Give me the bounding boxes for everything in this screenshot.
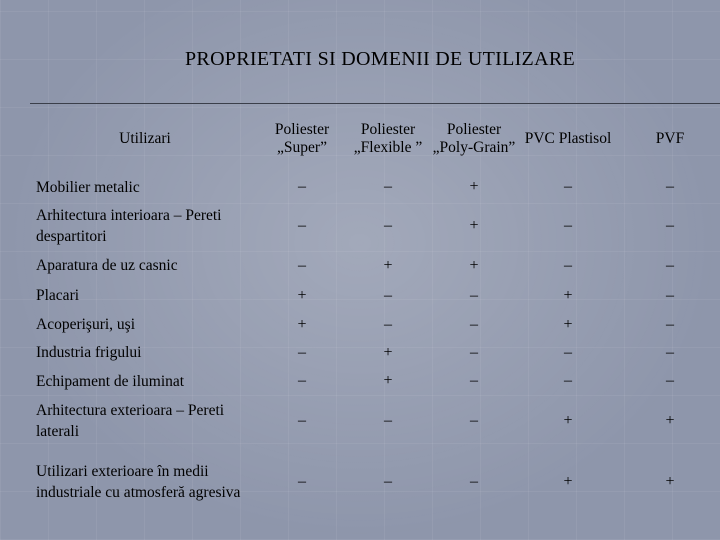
table-row <box>30 339 720 367</box>
header-poliester-flexible: Poliester „Flexible ” <box>344 104 432 174</box>
cell-mark: + <box>563 412 573 429</box>
table-row <box>30 281 720 311</box>
table-row <box>30 201 720 251</box>
row-label: Echipament de iluminat <box>36 372 185 390</box>
cell-mark: + <box>563 315 573 333</box>
cell-mark: – <box>666 372 674 389</box>
cell-mark: – <box>666 256 674 274</box>
cell-mark: – <box>298 256 306 274</box>
cell-mark: + <box>383 343 393 361</box>
cell-mark: – <box>298 372 306 389</box>
cell-mark: – <box>564 216 572 234</box>
cell-mark: + <box>383 372 393 389</box>
header-poliester-poly-grain: Poliester „Poly-Grain” <box>432 104 516 174</box>
cell-mark: – <box>470 286 478 304</box>
cell-mark: – <box>564 256 572 274</box>
cell-mark: – <box>384 412 392 429</box>
cell-mark: – <box>666 315 674 333</box>
cell-mark: + <box>469 256 479 274</box>
table-row <box>30 311 720 339</box>
header-pvc-plastisol: PVC Plastisol <box>516 104 620 174</box>
table-row <box>30 174 720 201</box>
cell-mark: + <box>297 286 307 304</box>
slide-title: PROPRIETATI SI DOMENII DE UTILIZARE <box>185 48 575 70</box>
row-label: Acoperişuri, uşi <box>36 316 136 333</box>
cell-mark: + <box>563 286 573 304</box>
cell-mark: – <box>666 178 674 195</box>
table-row <box>30 367 720 396</box>
cell-mark: – <box>666 286 674 304</box>
row-label: Utilizari exterioare în medii industriale cu atmosferă agresiva <box>36 462 241 501</box>
cell-mark: + <box>665 412 675 429</box>
table-row <box>30 396 720 447</box>
cell-mark: – <box>470 412 478 429</box>
cell-mark: – <box>384 315 392 333</box>
cell-mark: – <box>470 372 478 389</box>
cell-mark: – <box>384 178 392 195</box>
table-row <box>30 447 720 517</box>
cell-mark: + <box>469 178 479 195</box>
cell-mark: – <box>298 178 306 195</box>
cell-mark: – <box>470 315 478 333</box>
row-label: Arhitectura exterioara – Pereti laterali <box>36 402 225 440</box>
header-pvf: PVF <box>620 104 720 174</box>
cell-mark: + <box>563 472 573 490</box>
cell-mark: – <box>298 412 306 429</box>
row-label: Placari <box>36 287 80 304</box>
table-row <box>30 251 720 281</box>
cell-mark: + <box>469 216 479 234</box>
row-label: Industria frigului <box>36 344 142 361</box>
header-poliester-super: Poliester „Super” <box>260 104 344 174</box>
cell-mark: – <box>564 343 572 361</box>
header-utilizari: Utilizari <box>30 104 260 174</box>
cell-mark: – <box>470 472 478 490</box>
cell-mark: + <box>297 315 307 333</box>
cell-mark: – <box>564 372 572 389</box>
header-row <box>30 104 720 174</box>
cell-mark: – <box>564 178 572 195</box>
cell-mark: – <box>666 343 674 361</box>
row-label: Mobilier metalic <box>36 178 140 196</box>
cell-mark: – <box>384 286 392 304</box>
cell-mark: – <box>666 216 674 234</box>
cell-mark: – <box>298 216 306 234</box>
properties-table <box>30 103 720 517</box>
row-label: Aparatura de uz casnic <box>36 257 178 274</box>
row-label: Arhitectura interioara – Pereti despartitori <box>36 206 222 245</box>
cell-mark: – <box>384 216 392 234</box>
cell-mark: – <box>298 472 306 490</box>
cell-mark: + <box>383 256 393 274</box>
cell-mark: – <box>384 472 392 490</box>
cell-mark: + <box>665 472 675 490</box>
cell-mark: – <box>298 343 306 361</box>
cell-mark: – <box>470 343 478 361</box>
